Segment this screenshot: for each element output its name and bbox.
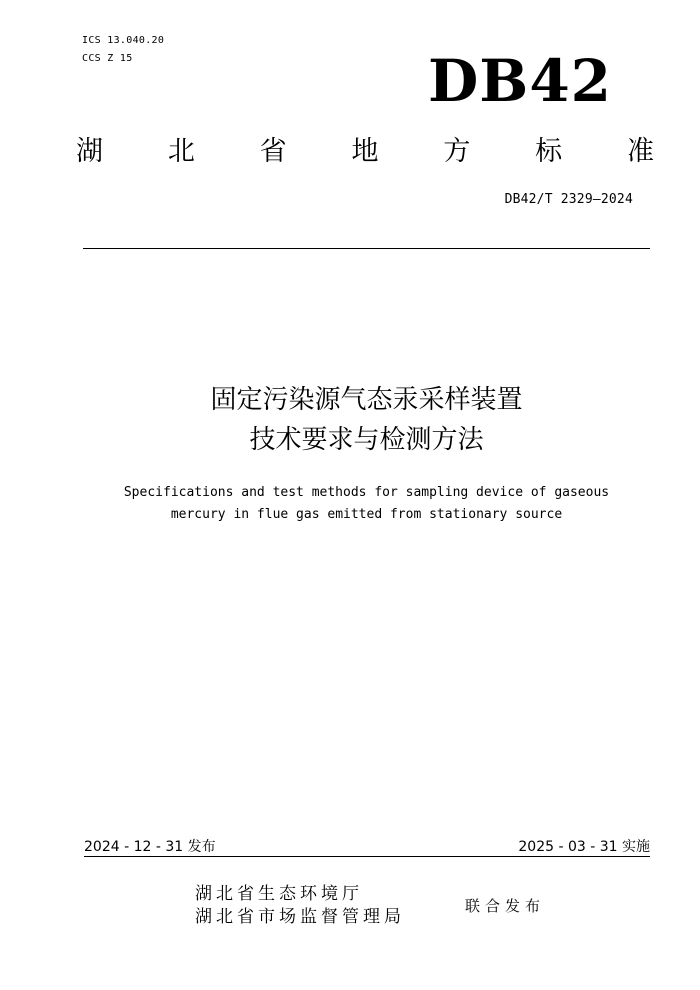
implementation-date: 2025 - 03 - 31 实施 (518, 839, 650, 855)
standard-type-heading (76, 132, 654, 172)
footer-divider (84, 856, 650, 857)
title-en-line-1: Specifications and test methods for sampling device of gaseous (123, 485, 610, 500)
standard-type-char: 地 (351, 136, 379, 167)
ccs-code: CCS Z 15 (82, 53, 133, 64)
standard-type-char: 标 (535, 136, 563, 167)
standard-type-char: 方 (443, 136, 471, 167)
issuer-line-1: 湖北省生态环境厅 (195, 884, 363, 904)
title-zh-line-1: 固定污染源气态汞采样装置 (210, 385, 523, 415)
standard-type-char: 省 (259, 136, 287, 167)
standard-type-char: 准 (626, 136, 654, 167)
title-en-line-2: mercury in flue gas emitted from stationary source (170, 507, 563, 522)
ics-code: ICS 13.040.20 (82, 35, 165, 46)
joint-issue-label: 联合发布 (465, 897, 546, 915)
standard-type-char: 北 (167, 136, 195, 167)
db42-logo: DB42 (428, 47, 613, 115)
standard-type-char: 湖 (76, 136, 103, 167)
issuer-line-2: 湖北省市场监督管理局 (195, 907, 405, 927)
title-zh-line-2: 技术要求与检测方法 (249, 425, 484, 455)
issue-date: 2024 - 12 - 31 发布 (84, 839, 216, 855)
header-divider (83, 248, 650, 249)
standard-number: DB42/T 2329—2024 (504, 192, 633, 207)
